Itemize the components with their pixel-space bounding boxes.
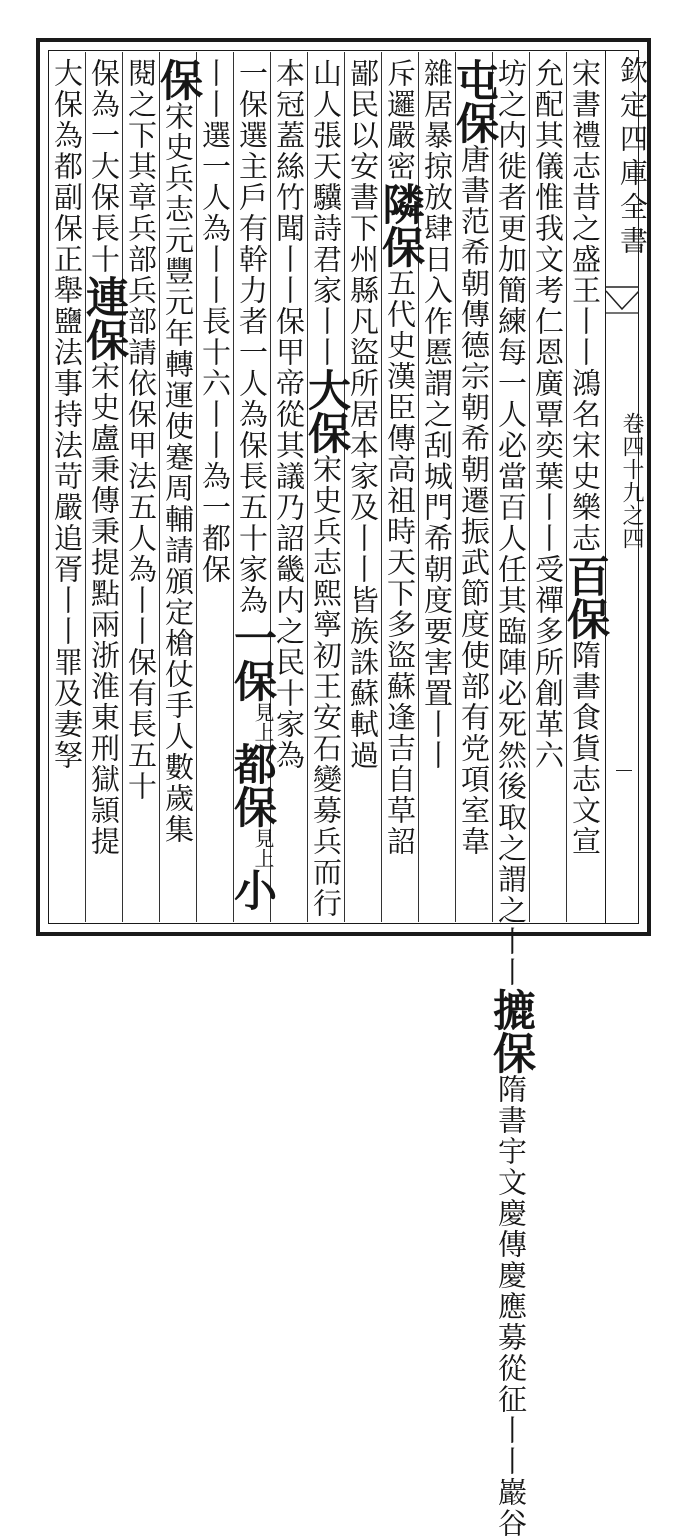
text-column <box>344 58 382 918</box>
column-text: 人任其臨陣必死然後取之謂之丨丨 <box>494 523 528 988</box>
column-text: 隋書食貨志文宣 <box>568 640 602 857</box>
column-text: 斥邏嚴密 <box>383 58 417 182</box>
text-column <box>48 58 86 918</box>
text-column <box>196 58 234 918</box>
headword: 大保 <box>301 368 351 454</box>
text-column <box>122 58 160 918</box>
text-column <box>301 58 351 919</box>
text-column <box>375 58 425 918</box>
column-text: 一保選主戶有幹力者一人為保長五十家為 <box>235 58 269 616</box>
column-text: 鄙民以安 <box>346 58 380 182</box>
margin-tick <box>616 770 632 771</box>
text-column <box>227 58 277 918</box>
volume-label: 卷四十九之四 <box>619 412 644 550</box>
column-text: 保甲帝從其議乃詔畿内之民十家為 <box>272 306 306 771</box>
column-text: 唐書范希朝傳德宗朝希朝遷振武節度使部有党項室韋 <box>457 144 491 857</box>
column-text: 山人張天驥詩君家丨丨 <box>309 58 343 368</box>
column-text: 隋書宇文慶傳慶應募從征丨丨巖谷 <box>494 1074 528 1539</box>
column-text: 五代史漢臣傳高祖時天下多盜蘇逢吉自草詔 <box>383 268 417 857</box>
cross-reference-note: 見上 <box>251 702 275 742</box>
text-column <box>560 58 610 918</box>
text-column <box>79 58 129 918</box>
headword: 都保 <box>227 742 277 828</box>
fishtail-mark-icon <box>606 285 639 315</box>
column-text: 書下州縣凡盜所居本家及丨丨皆族誅蘇軾過 <box>346 182 380 771</box>
column-text: 舉鹽法事持法苛嚴追胥丨丨罪及妻孥 <box>50 275 84 771</box>
column-text: 本冠蓋絲竹聞丨丨 <box>272 58 306 306</box>
text-column <box>486 58 536 1539</box>
book-title: 欽定四庫全書 <box>616 56 649 260</box>
headword: 小 <box>227 868 277 911</box>
headword: 百保 <box>560 554 610 640</box>
text-column <box>529 58 567 918</box>
column-text: 坊之内徙者更加簡練每一人必當百 <box>494 58 528 523</box>
column-text: 雜居暴掠放肆日入作慝謂之刮城門希朝度要害置丨丨 <box>420 58 454 771</box>
cross-reference-note: 見上 <box>251 828 275 868</box>
column-text: 閱之下其章兵部兵部請依保甲法五人為丨丨保有長五十 <box>124 58 158 802</box>
headword: 摝保 <box>486 988 536 1074</box>
text-column <box>153 58 203 918</box>
column-text: 丨丨選一人為丨丨長十六丨丨為一都保 <box>198 58 232 585</box>
headword: 屯保 <box>449 58 499 144</box>
column-text: 宋史盧秉傳秉提點兩浙淮東刑獄頴提 <box>87 361 121 857</box>
headword: 隣保 <box>375 182 425 268</box>
column-text: 大保為都副保正 <box>50 58 84 275</box>
column-text: 宋書禮志昔之盛王丨丨鴻名宋史樂志 <box>568 58 602 554</box>
column-text: 宋史兵志元豐元年轉運使蹇周輔請頒定槍仗手人數歲集 <box>161 101 195 845</box>
column-text: 保為一大保長十 <box>87 58 121 275</box>
column-text: 允配其儀惟我文考仁恩廣覃奕葉丨丨受禪多所創革六 <box>531 58 565 771</box>
headword: 連保 <box>79 275 129 361</box>
text-column <box>449 58 499 918</box>
headword: 一保 <box>227 616 277 702</box>
column-text: 宋史兵志熙寧初王安石變募兵而行 <box>309 454 343 919</box>
headword: 保 <box>153 58 203 101</box>
